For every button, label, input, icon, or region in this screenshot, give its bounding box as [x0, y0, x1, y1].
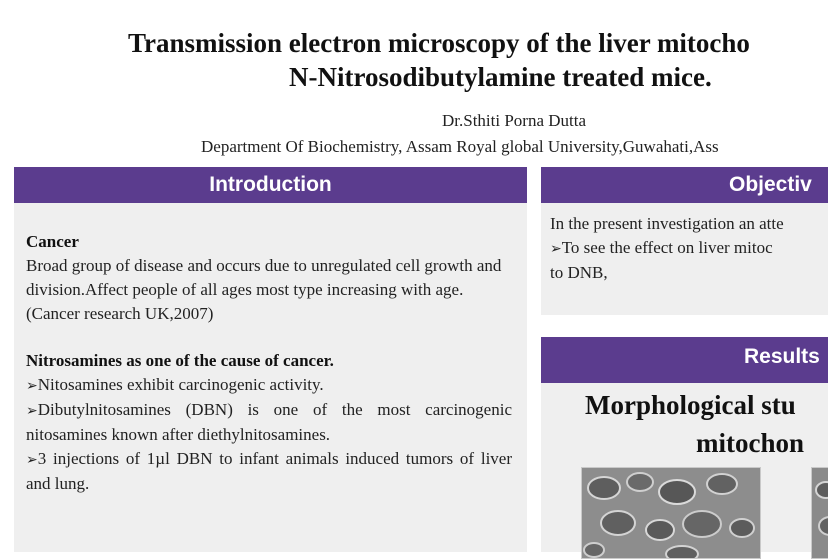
- introduction-body: [26, 230, 512, 496]
- nitrosamines-heading: Nitrosamines as one of the cause of cancer.: [26, 351, 334, 370]
- cancer-heading: Cancer: [26, 232, 79, 251]
- bullet-arrow-icon: ➢: [26, 403, 38, 419]
- electron-micrograph-image: [811, 467, 828, 559]
- author-name: Dr.Sthiti Porna Dutta: [442, 111, 587, 130]
- introduction-header: Introduction: [14, 167, 527, 203]
- introduction-panel: [14, 167, 527, 552]
- objective-bullet: ➢To see the effect on liver mitoc: [550, 238, 773, 257]
- results-title-line-1: Morphological stu: [585, 390, 796, 420]
- bullet-item: ➢3 injections of 1µl DBN to infant animals induced tumors of liver and lung.: [26, 449, 512, 493]
- micrograph-texture: [812, 468, 828, 558]
- bullet-arrow-icon: ➢: [550, 241, 562, 257]
- objective-body: [550, 212, 828, 285]
- electron-micrograph-image: [581, 467, 761, 559]
- results-title-line-2: mitochon: [696, 428, 804, 458]
- bullet-item: ➢Nitosamines exhibit carcinogenic activity.: [26, 375, 324, 394]
- objective-line: to DNB,: [550, 263, 608, 282]
- bullet-item: ➢Dibutylnitosamines (DBN) is one of the most carcinogenic nitosamines known after diethylnitosamines.: [26, 400, 512, 444]
- poster-title-line-2: N-Nitrosodibutylamine treated mice.: [289, 62, 712, 92]
- cancer-description: Broad group of disease and occurs due to unregulated cell growth and division.Affect people of all ages most type increasing with age.(Cancer research UK,2007): [26, 256, 502, 323]
- bullet-arrow-icon: ➢: [26, 452, 38, 468]
- objective-panel: [541, 167, 828, 315]
- poster-title-line-1: Transmission electron microscopy of the liver mitocho: [128, 28, 750, 58]
- results-header: Results: [541, 337, 828, 383]
- micrograph-texture: [582, 468, 760, 558]
- objective-header: Objectiv: [541, 167, 828, 203]
- results-panel: [541, 337, 828, 552]
- author-affiliation: Department Of Biochemistry, Assam Royal global University,Guwahati,Ass: [201, 137, 719, 156]
- objective-line: In the present investigation an atte: [550, 214, 784, 233]
- bullet-arrow-icon: ➢: [26, 378, 38, 394]
